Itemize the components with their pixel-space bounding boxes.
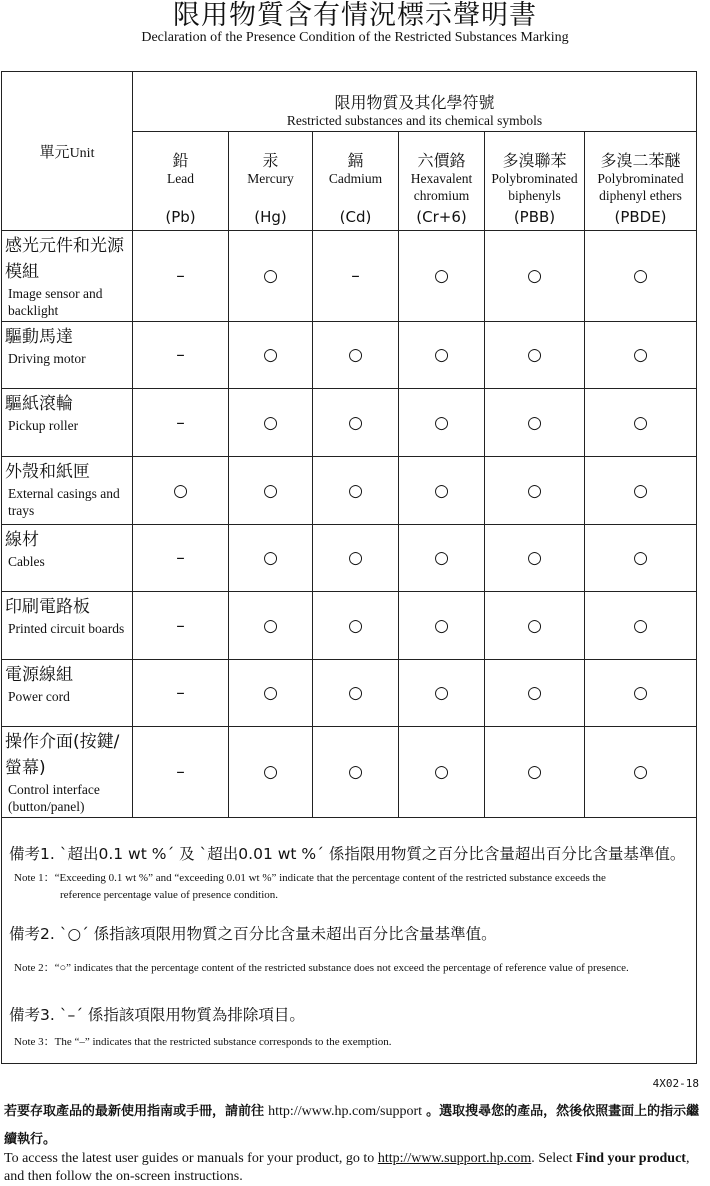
substance-header-mercury [229,132,313,231]
table-row [2,457,697,525]
row-label-en: Printed circuit boards [8,621,125,636]
mark-cell: – [133,592,229,660]
row-label-zh: 操作介面(按鍵/螢幕) [5,732,120,778]
mark-cell: ○ [313,660,399,727]
row-label-en: External casings and trays [8,486,120,518]
mark-cell: ○ [229,322,313,389]
substance-symbol: (PBDE) [614,208,667,226]
mark-cell: ○ [399,231,485,322]
mark-cell: ○ [585,660,697,727]
footer-en-part2: . Select [531,1151,577,1166]
mark-cell: – [133,727,229,818]
unit-header-zh: 單元 [39,142,70,161]
mark-cell: – [133,389,229,457]
footer-zh-part2: 。選取搜尋您的產品，然後依照畫面上的指示繼續執行。 [4,1104,700,1147]
row-label [2,660,133,727]
mark-cell: ○ [313,592,399,660]
substance-symbol: (PBB) [513,208,556,226]
row-label [2,457,133,525]
row-label-en: Control interface (button/panel) [8,782,100,814]
mark-cell: ○ [485,389,585,457]
row-label [2,727,133,818]
substance-zh: 汞 [262,151,279,170]
title-en: Declaration of the Presence Condition of the Restricted Substances Marking [141,30,569,45]
substance-zh: 六價鉻 [417,151,466,170]
row-label [2,525,133,592]
row-label [2,231,133,322]
note-1-en-line1: Note 1：“Exceeding 0.1 wt %” and “exceeding 0.01 wt %” indicate that the percentage content of the restricted substance exceeds the [14,872,606,884]
mark-cell: ○ [485,231,585,322]
document-code: 4X02-18 [652,1077,699,1090]
mark-cell: ○ [313,322,399,389]
note-1-en-line2: reference percentage value of presence condition. [60,889,279,901]
mark-cell: ○ [485,592,585,660]
row-label-en: Cables [8,554,45,569]
group-header-en: Restricted substances and its chemical symbols [286,113,543,128]
table-row [2,389,697,457]
substance-header-cadmium [313,132,399,231]
mark-cell: ○ [229,457,313,525]
mark-cell: ○ [399,525,485,592]
row-label-en: Driving motor [8,351,86,366]
mark-cell: ○ [313,525,399,592]
substance-header-hexavalent-chromium [399,132,485,231]
note-2-en: Note 2：“○” indicates that the percentage content of the restricted substance does not exceed the percentage of reference value of presence. [14,962,629,974]
table-row [2,727,697,818]
row-label-zh: 感光元件和光源模組 [5,236,124,282]
substance-en: Lead [167,171,194,186]
note-2-zh: 備考2. ˋ○ˊ 係指該項限用物質之百分比含量未超出百分比含量基準值。 [9,925,497,943]
mark-cell: ○ [229,660,313,727]
substances-group-header [133,72,697,132]
mark-cell: ○ [485,322,585,389]
substance-symbol: (Cr+6) [416,208,467,226]
mark-cell: ○ [585,231,697,322]
substance-header-lead [133,132,229,231]
footer-zh [4,1098,709,1154]
mark-cell: ○ [399,322,485,389]
mark-cell: ○ [229,231,313,322]
table-row [2,231,697,322]
substance-zh: 鎘 [347,151,364,170]
substance-zh: 多溴二苯醚 [600,151,681,170]
row-label-zh: 驅動馬達 [5,327,73,347]
row-label-zh: 驅紙滾輪 [5,394,73,414]
mark-cell: ○ [585,525,697,592]
row-label-en: Power cord [8,689,70,704]
mark-cell: ○ [399,457,485,525]
restricted-substances-table [1,71,697,1064]
mark-cell: ○ [399,389,485,457]
row-label-zh: 印刷電路板 [5,597,90,617]
substance-header-pbb [485,132,585,231]
table-row [2,525,697,592]
footer-en-part3: , and then follow the on-screen instructions. [4,1151,690,1184]
mark-cell: ○ [133,457,229,525]
mark-cell: ○ [485,660,585,727]
mark-cell: ○ [229,592,313,660]
row-label [2,322,133,389]
table-row [2,322,697,389]
substance-en: Polybrominated diphenyl ethers [597,171,684,203]
unit-header [2,72,133,231]
title-zh: 限用物質含有情況標示聲明書 [173,0,537,31]
mark-cell: ○ [313,727,399,818]
mark-cell: ○ [585,592,697,660]
table-row [2,592,697,660]
mark-cell: ○ [485,457,585,525]
mark-cell: ○ [585,727,697,818]
row-label-zh: 線材 [5,530,39,550]
mark-cell: ○ [399,660,485,727]
footer-en [4,1150,709,1186]
support-link[interactable]: http://www.support.hp.com [377,1151,532,1166]
group-header-zh: 限用物質及其化學符號 [334,93,495,112]
substance-en: Polybrominated biphenyls [491,171,578,203]
mark-cell: ○ [313,389,399,457]
row-label [2,389,133,457]
footer-en-bold: Find your product [576,1151,686,1166]
row-label-en: Image sensor and backlight [8,286,103,318]
notes-section [2,818,697,1064]
substance-symbol: (Hg) [254,208,287,226]
mark-cell: ○ [485,727,585,818]
substance-zh: 鉛 [172,151,189,170]
substance-en: Cadmium [328,171,383,186]
mark-cell: ○ [229,727,313,818]
mark-cell: ○ [485,525,585,592]
substance-en: Hexavalent chromium [410,171,473,203]
note-1-zh: 備考1. ˋ超出0.1 wt %ˊ 及 ˋ超出0.01 wt %ˊ 係指限用物質之百分比含量超出百分比含量基準值。 [9,845,686,863]
footer-en-part1: To access the latest user guides or manuals for your product, go to [4,1151,378,1166]
row-label-en: Pickup roller [8,418,79,433]
mark-cell: ○ [399,727,485,818]
mark-cell: ○ [229,389,313,457]
note-1-en [14,870,606,904]
substance-symbol: (Pb) [165,208,196,226]
mark-cell: ○ [585,389,697,457]
note-3-zh: 備考3. ˋ–ˊ 係指該項限用物質為排除項目。 [9,1006,305,1024]
mark-cell: ○ [585,457,697,525]
mark-cell: ○ [399,592,485,660]
row-label [2,592,133,660]
row-label-zh: 電源線組 [5,665,73,685]
substance-en: Mercury [247,171,294,186]
footer-zh-url: http://www.hp.com/support [268,1104,423,1119]
row-label-zh: 外殼和紙匣 [5,462,90,482]
substance-zh: 多溴聯苯 [502,151,567,170]
substance-header-pbde [585,132,697,231]
substance-symbol: (Cd) [339,208,372,226]
mark-cell: – [313,231,399,322]
mark-cell: – [133,525,229,592]
mark-cell: ○ [585,322,697,389]
mark-cell: – [133,660,229,727]
unit-header-en: Unit [69,145,95,161]
mark-cell: ○ [313,457,399,525]
mark-cell: – [133,322,229,389]
note-3-en: Note 3：The “–” indicates that the restricted substance corresponds to the exemption. [14,1036,392,1048]
mark-cell: ○ [229,525,313,592]
mark-cell: – [133,231,229,322]
footer-zh-part1: 若要存取產品的最新使用指南或手冊，請前往 [4,1104,265,1119]
table-row [2,660,697,727]
